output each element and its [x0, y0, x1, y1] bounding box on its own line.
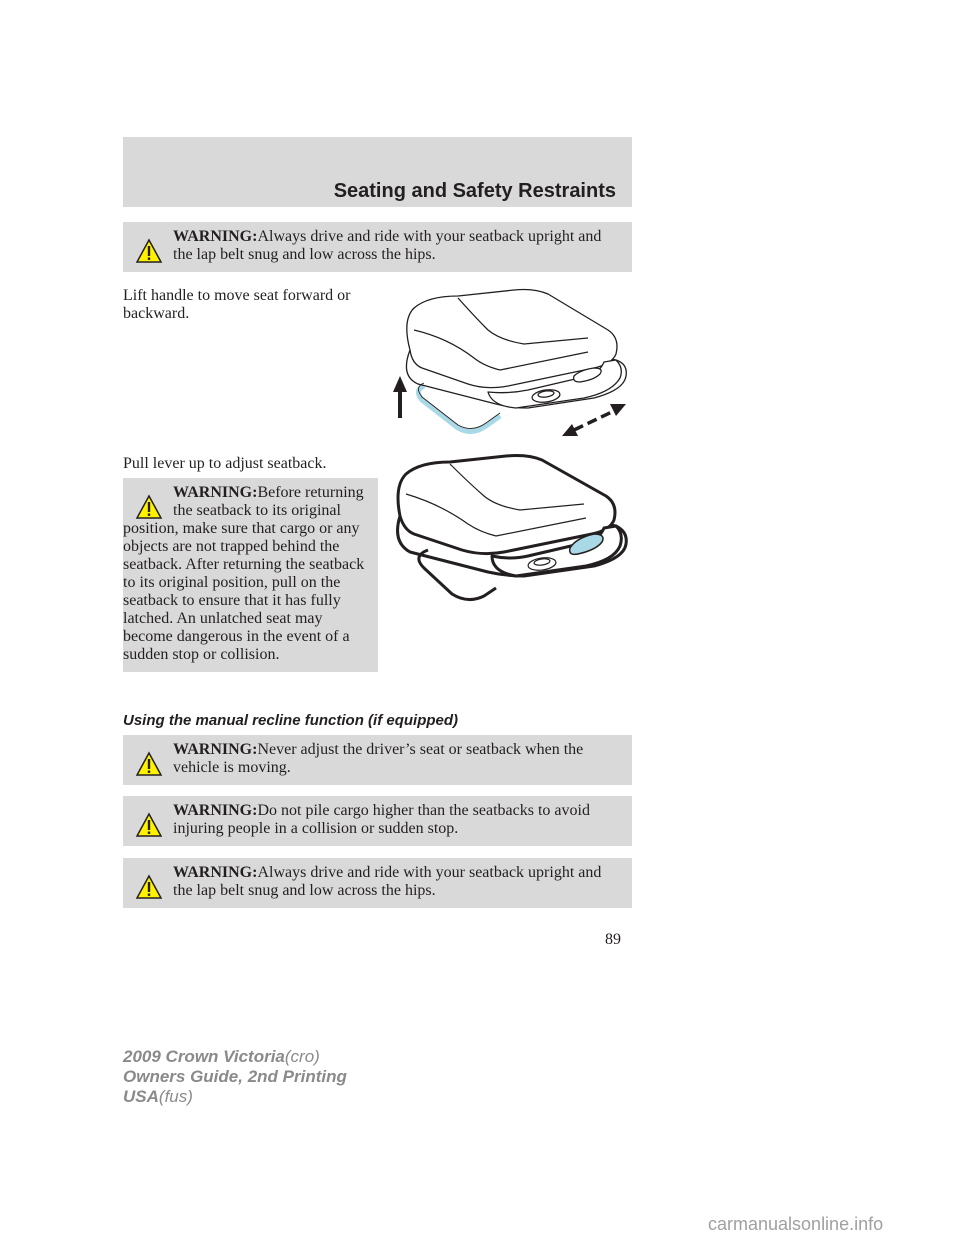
footer-market-code: (fus): [158, 1087, 193, 1106]
up-arrow-icon: [393, 376, 407, 418]
pull-lever-instruction: Pull lever up to adjust seatback.: [123, 455, 327, 472]
warning-box: [123, 796, 632, 846]
warning-body: Always drive and ride with your seatback upright and the lap belt snug and low across the hips.: [173, 228, 602, 263]
page-number: 89: [605, 931, 621, 948]
subheading: Using the manual recline function (if equipped): [123, 712, 459, 729]
warning-text: [173, 864, 622, 900]
lift-handle-instruction: Lift handle to move seat forward or backward.: [123, 287, 351, 322]
footer-model: 2009 Crown Victoria: [123, 1047, 285, 1066]
warning-body: Do not pile cargo higher than the seatbacks to avoid injuring people in a collision or sudden stop.: [173, 802, 590, 837]
warning-text: [123, 484, 372, 664]
warning-box: [123, 858, 632, 908]
warning-box: [123, 735, 632, 785]
warning-body: Always drive and ride with your seatback upright and the lap belt snug and low across the hips.: [173, 864, 602, 899]
warning-triangle-icon: [135, 874, 163, 900]
warning-box: [123, 222, 632, 272]
warning-label: WARNING:: [173, 228, 258, 245]
warning-label: WARNING:: [173, 864, 258, 881]
double-arrow-icon: [562, 404, 626, 436]
footer-edition: Owners Guide, 2nd Printing: [123, 1067, 347, 1086]
warning-label: WARNING:: [173, 741, 258, 758]
document-footer: [123, 1047, 347, 1107]
watermark: carmanualsonline.info: [708, 1214, 884, 1234]
footer-market: USA: [123, 1087, 159, 1106]
seat-track-illustration: [388, 280, 632, 440]
warning-body: Before returning the seatback to its original position, make sure that cargo or any objects are not trapped behind the seatback. After returning the seatback to its original position, pull on the seatback to ensure that it has fully latched. An unlatched seat may become dangerous in the event of a sudden stop or collision.: [123, 484, 365, 663]
footer-model-code: (cro): [284, 1047, 320, 1066]
warning-text: [173, 802, 622, 838]
warning-text: [173, 741, 622, 777]
warning-body: Never adjust the driver’s seat or seatback when the vehicle is moving.: [173, 741, 584, 776]
warning-label: WARNING:: [173, 802, 258, 819]
warning-label: WARNING:: [173, 484, 258, 501]
seatback-lever-illustration: [388, 452, 632, 608]
warning-triangle-icon: [135, 812, 163, 838]
warning-triangle-icon: [135, 238, 163, 264]
warning-box: [123, 478, 378, 672]
section-title: Seating and Safety Restraints: [333, 180, 616, 202]
warning-triangle-icon: [135, 751, 163, 777]
warning-text: [173, 228, 622, 264]
header-band: [123, 137, 632, 207]
